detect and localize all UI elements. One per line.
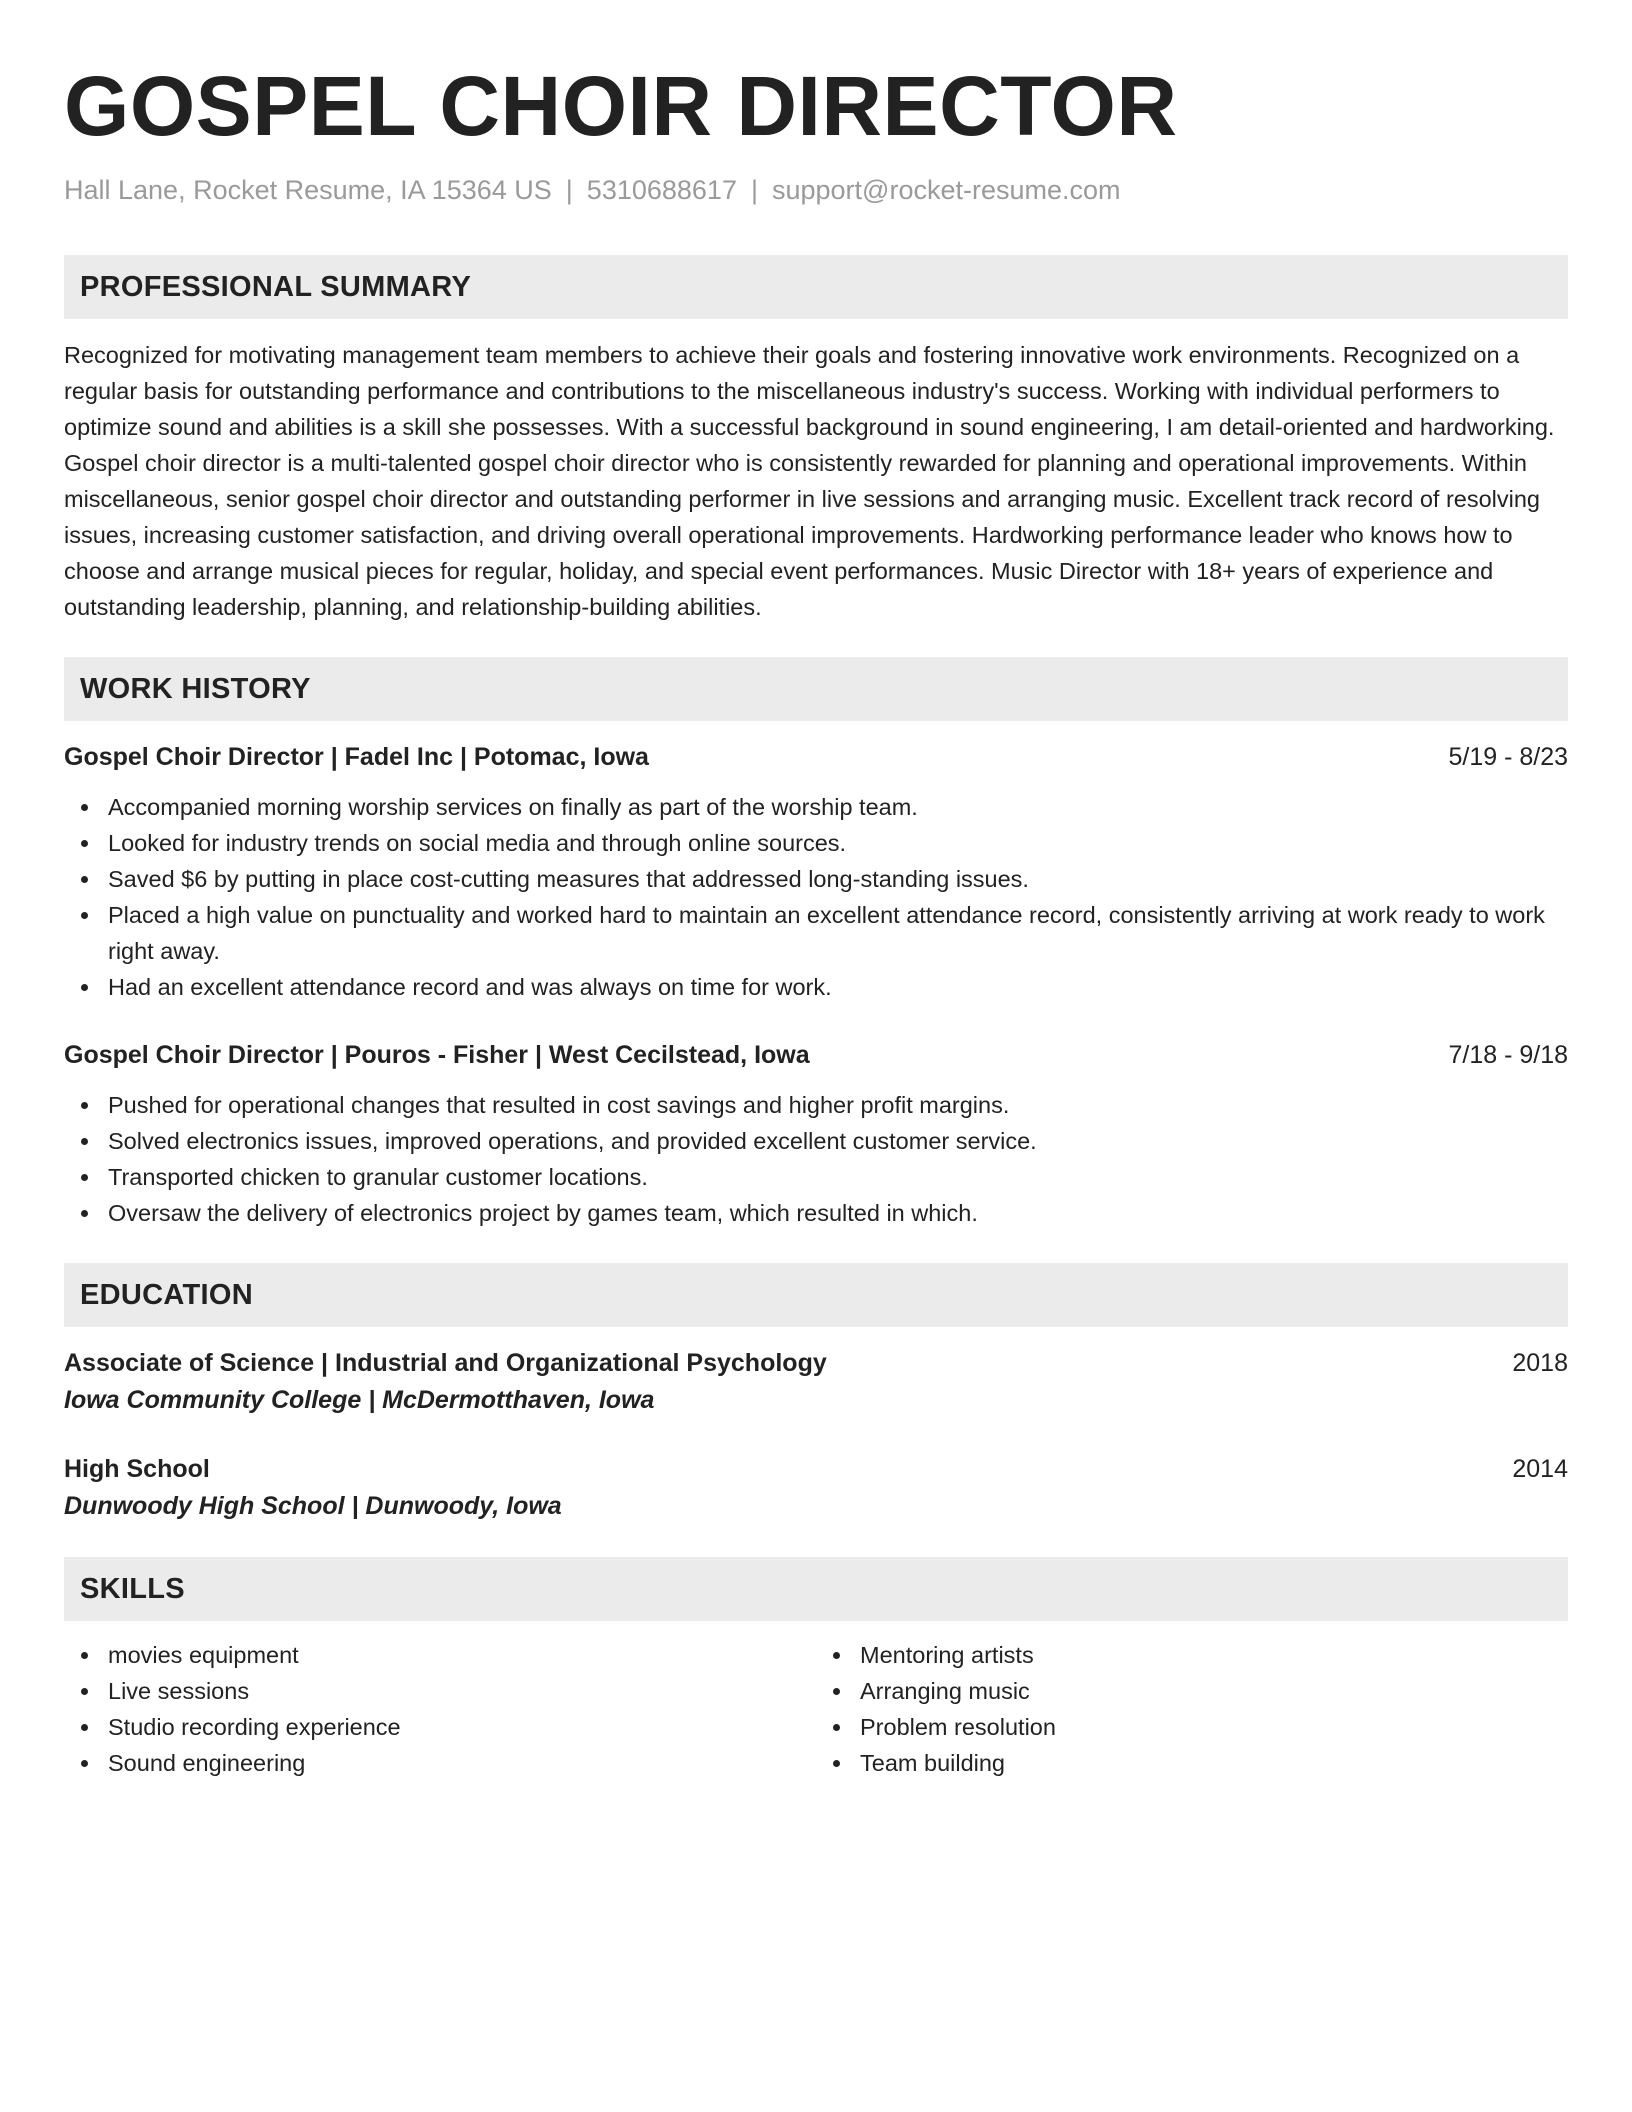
contact-email: support@rocket-resume.com: [771, 175, 1121, 205]
job-header: [64, 1037, 1568, 1073]
education-header: [64, 1345, 1568, 1381]
education-school: Iowa Community College | McDermotthaven, Iowa: [64, 1386, 655, 1414]
summary-text: Recognized for motivating management team members to achieve their goals and fostering innovative work environments. Recognized on a regular basis for outstanding performance and contributions to the miscellaneous industry's success. Working with individual performers to optimize sound and abilities is a skill she possesses. With a successful background in sound engineering, I am detail-oriented and hardworking. Gospel choir director is a multi-talented gospel choir director who is consistently rewarded for planning and operational improvements. Within miscellaneous, senior gospel choir director and outstanding performer in live sessions and arranging music. Excellent track record of resolving issues, increasing customer satisfaction, and driving overall operational improvements. Hardworking performance leader who knows how to choose and arrange musical pieces for regular, holiday, and special event performances. Music Director with 18+ years of experience and outstanding leadership, planning, and relationship-building abilities.: [64, 342, 1555, 620]
work-history-heading: WORK HISTORY: [64, 657, 1568, 721]
job-bullet: Solved electronics issues, improved operations, and provided excellent customer service.: [64, 1123, 1568, 1159]
education-entry: [64, 1451, 1568, 1525]
job-title: Gospel Choir Director | Fadel Inc | Potomac, Iowa: [64, 743, 649, 771]
job-header: [64, 739, 1568, 775]
job-dates: 5/19 - 8/23: [1448, 743, 1568, 771]
skills-column-left: [64, 1637, 816, 1781]
contact-separator: |: [750, 175, 758, 205]
job-bullet: Oversaw the delivery of electronics project by games team, which resulted in which.: [64, 1195, 1568, 1231]
skills-heading: SKILLS: [64, 1557, 1568, 1621]
job-bullet: Had an excellent attendance record and was always on time for work.: [64, 969, 1568, 1005]
education-school: Dunwoody High School | Dunwoody, Iowa: [64, 1492, 562, 1520]
skill-item: Sound engineering: [64, 1745, 816, 1781]
job-bullet: Transported chicken to granular customer locations.: [64, 1159, 1568, 1195]
skill-item: movies equipment: [64, 1637, 816, 1673]
education-degree: High School: [64, 1455, 210, 1483]
skill-item: Team building: [816, 1745, 1568, 1781]
job-title: Gospel Choir Director | Pouros - Fisher | West Cecilstead, Iowa: [64, 1041, 810, 1069]
contact-address: Hall Lane, Rocket Resume, IA 15364 US: [64, 175, 552, 205]
contact-phone: 5310688617: [586, 175, 737, 205]
job-bullet: Saved $6 by putting in place cost-cutting measures that addressed long-standing issues.: [64, 861, 1568, 897]
job-bullet: Pushed for operational changes that resulted in cost savings and higher profit margins.: [64, 1087, 1568, 1123]
skill-item: Studio recording experience: [64, 1709, 816, 1745]
job-bullet: Accompanied morning worship services on finally as part of the worship team.: [64, 789, 1568, 825]
skill-item: Problem resolution: [816, 1709, 1568, 1745]
job-bullet: Looked for industry trends on social media and through online sources.: [64, 825, 1568, 861]
education-heading: EDUCATION: [64, 1263, 1568, 1327]
contact-separator: |: [565, 175, 573, 205]
job-bullets: [64, 789, 1568, 1005]
job-entry: [64, 739, 1568, 1005]
education-entry: [64, 1345, 1568, 1419]
skills-column-right: [816, 1637, 1568, 1781]
resume-name: GOSPEL CHOIR DIRECTOR: [64, 59, 1178, 153]
education-header: [64, 1451, 1568, 1487]
summary-heading: PROFESSIONAL SUMMARY: [64, 255, 1568, 319]
skill-item: Mentoring artists: [816, 1637, 1568, 1673]
education-year: 2014: [1512, 1455, 1568, 1483]
contact-line: [64, 172, 1568, 208]
job-bullet: Placed a high value on punctuality and worked hard to maintain an excellent attendance record, consistently arriving at work ready to work right away.: [64, 897, 1568, 969]
skills-list: [64, 1637, 1568, 1781]
job-dates: 7/18 - 9/18: [1448, 1041, 1568, 1069]
education-degree: Associate of Science | Industrial and Organizational Psychology: [64, 1349, 827, 1377]
job-entry: [64, 1037, 1568, 1231]
skill-item: Arranging music: [816, 1673, 1568, 1709]
education-year: 2018: [1512, 1349, 1568, 1377]
skill-item: Live sessions: [64, 1673, 816, 1709]
job-bullets: [64, 1087, 1568, 1231]
